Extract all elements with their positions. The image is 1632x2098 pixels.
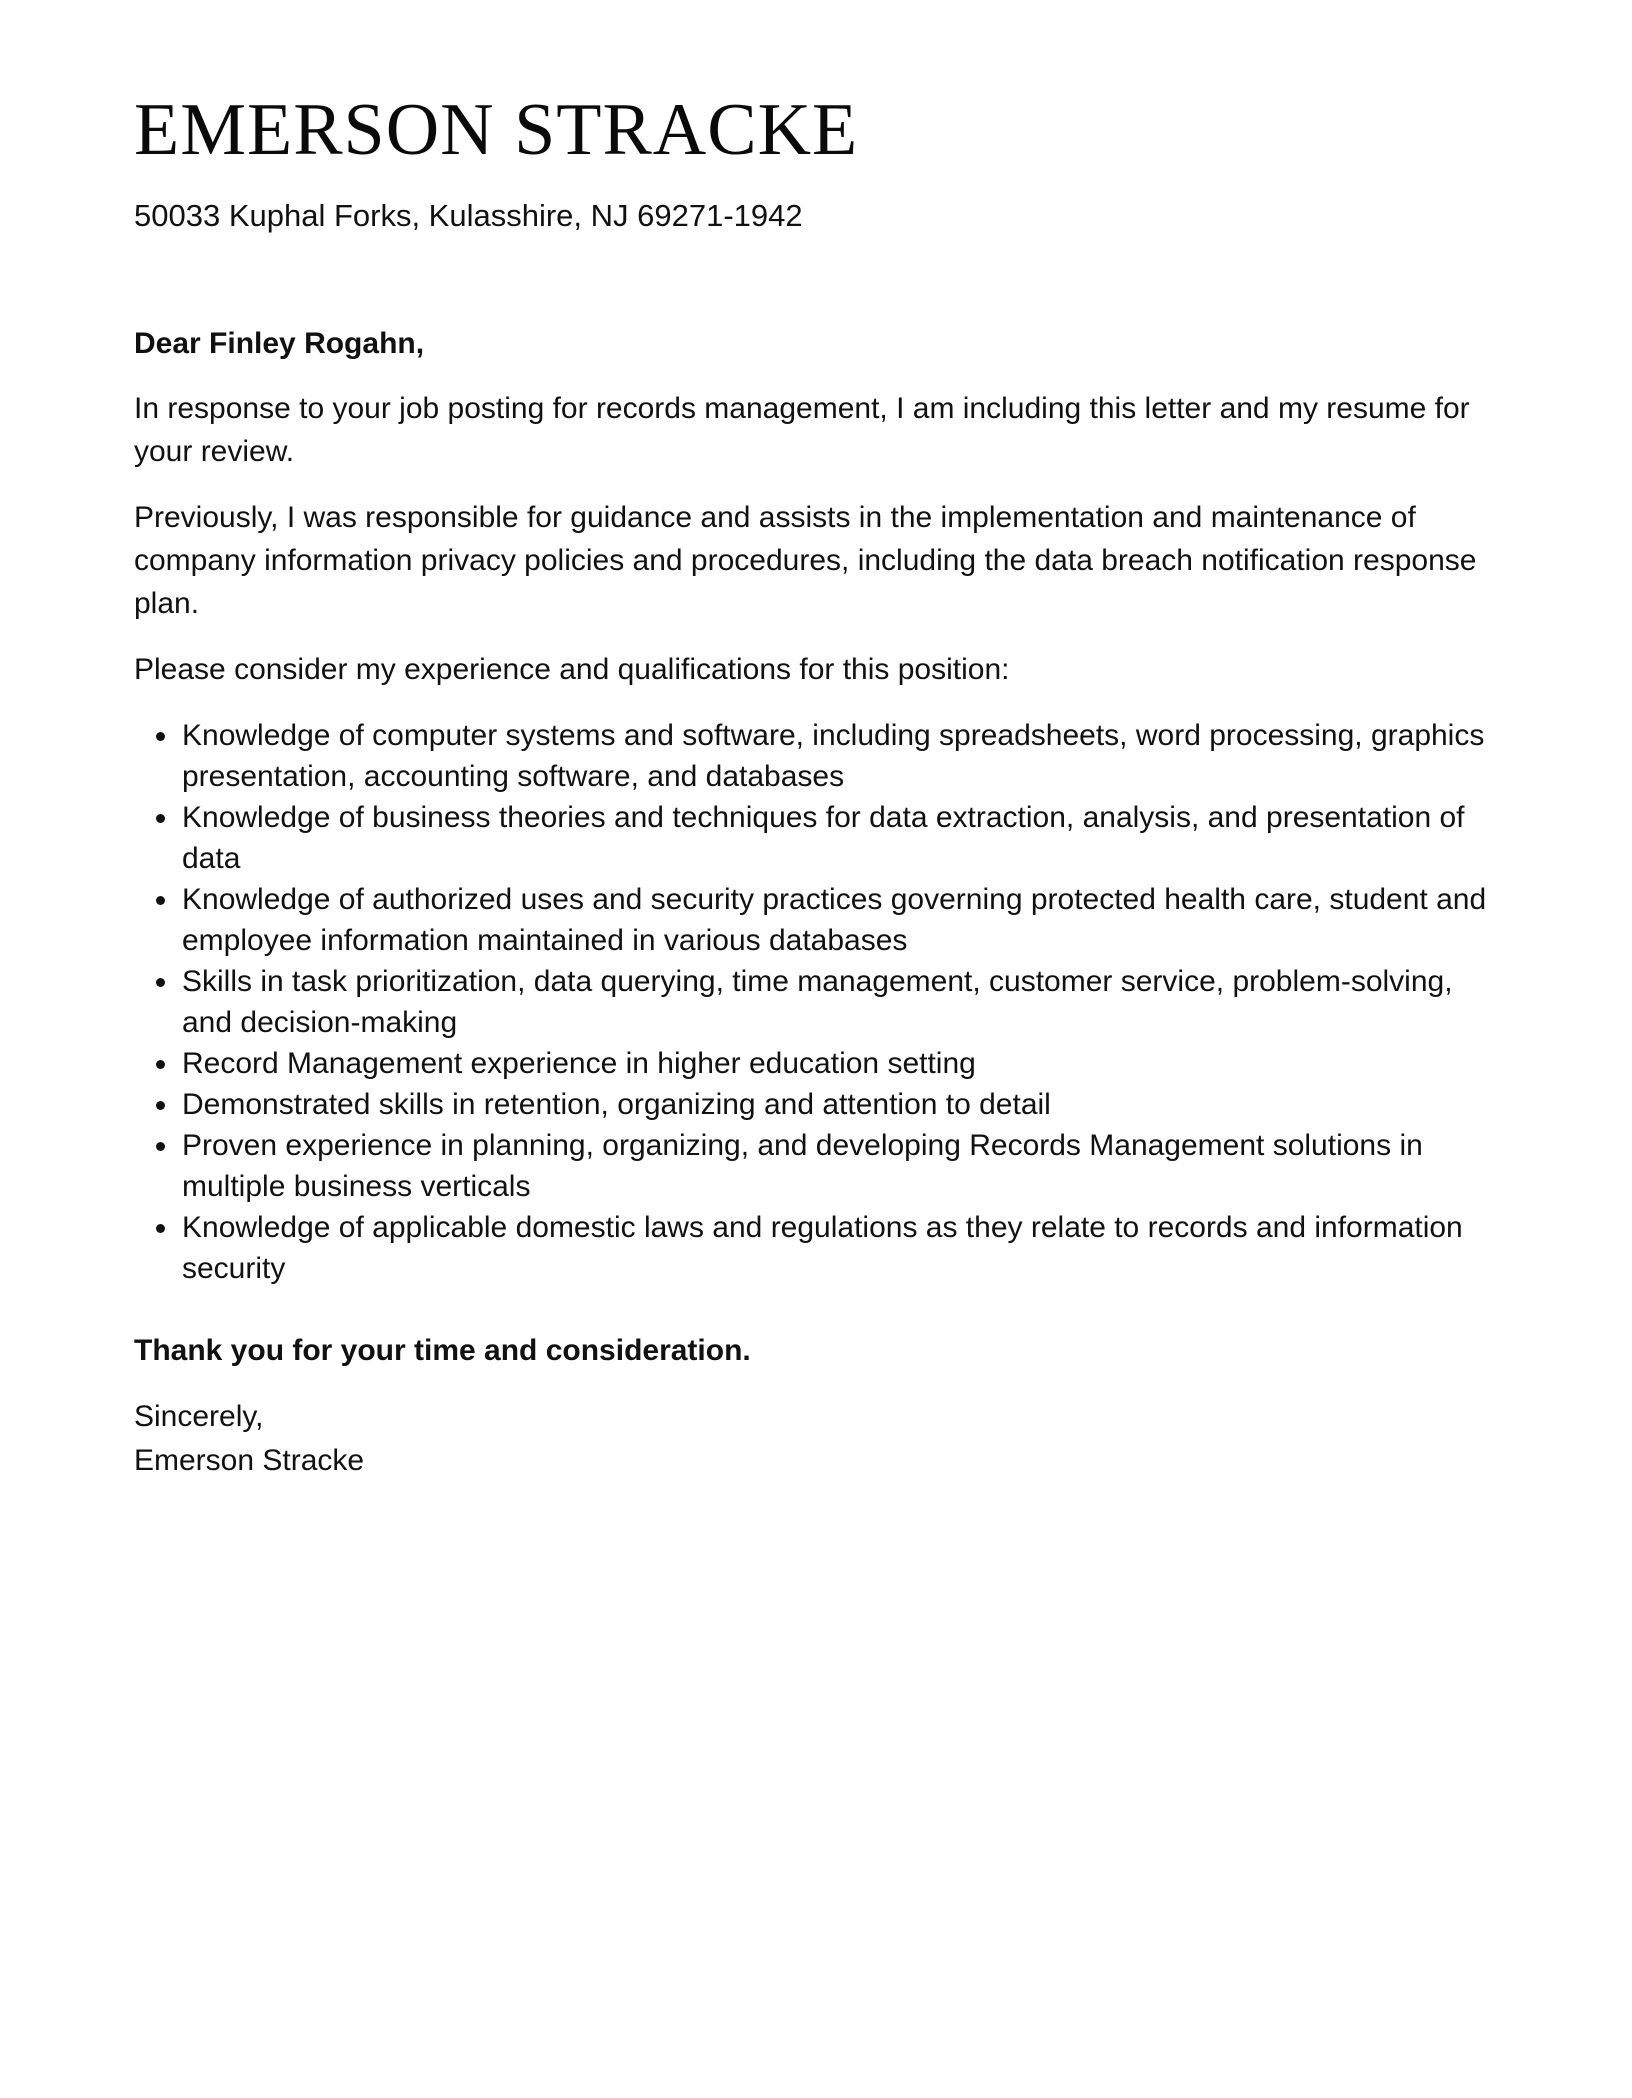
bullet-icon	[156, 732, 165, 741]
bullet-icon	[156, 1142, 165, 1151]
salutation: Dear Finley Rogahn,	[134, 327, 425, 360]
signoff: Sincerely,	[134, 1400, 264, 1433]
applicant-address: 50033 Kuphal Forks, Kulasshire, NJ 69271-1942	[134, 198, 803, 233]
list-item	[134, 1125, 1504, 1207]
bullet-icon	[156, 896, 165, 905]
cover-letter-page	[134, 86, 1504, 1483]
bullet-icon	[156, 814, 165, 823]
list-item	[134, 1084, 1504, 1125]
list-item	[134, 1207, 1504, 1289]
applicant-name: EMERSON STRACKE	[134, 89, 859, 171]
list-item-text: Skills in task prioritization, data querying, time management, customer service, problem-solving, and decision-making	[182, 965, 1453, 1039]
bullet-icon	[156, 1101, 165, 1110]
list-item-text: Knowledge of authorized uses and security practices governing protected health care, student and employee information maintained in various databases	[182, 883, 1487, 957]
list-item-text: Knowledge of computer systems and software, including spreadsheets, word processing, graphics presentation, accounting software, and databases	[182, 719, 1485, 793]
experience-paragraph: Previously, I was responsible for guidance and assists in the implementation and maintenance of company information privacy policies and procedures, including the data breach notification response plan.	[134, 501, 1477, 620]
list-item-text: Record Management experience in higher education setting	[182, 1047, 976, 1080]
list-item-text: Demonstrated skills in retention, organizing and attention to detail	[182, 1088, 1051, 1121]
list-item	[134, 1043, 1504, 1084]
closing-line: Thank you for your time and consideration.	[134, 1334, 751, 1367]
list-item-text: Knowledge of applicable domestic laws and regulations as they relate to records and information security	[182, 1211, 1463, 1285]
list-item-text: Proven experience in planning, organizing, and developing Records Management solutions in multiple business verticals	[182, 1129, 1423, 1203]
list-item-text: Knowledge of business theories and techniques for data extraction, analysis, and presentation of data	[182, 801, 1465, 875]
qualifications-lead-in: Please consider my experience and qualifications for this position:	[134, 653, 1010, 686]
list-item	[134, 961, 1504, 1043]
list-item	[134, 715, 1504, 797]
signoff-block	[134, 1395, 1504, 1483]
list-item	[134, 797, 1504, 879]
bullet-icon	[156, 1224, 165, 1233]
signature-name: Emerson Stracke	[134, 1444, 365, 1477]
list-item	[134, 879, 1504, 961]
intro-paragraph: In response to your job posting for records management, I am including this letter and my resume for your review.	[134, 392, 1470, 468]
bullet-icon	[156, 978, 165, 987]
bullet-icon	[156, 1060, 165, 1069]
qualifications-list	[134, 715, 1504, 1289]
